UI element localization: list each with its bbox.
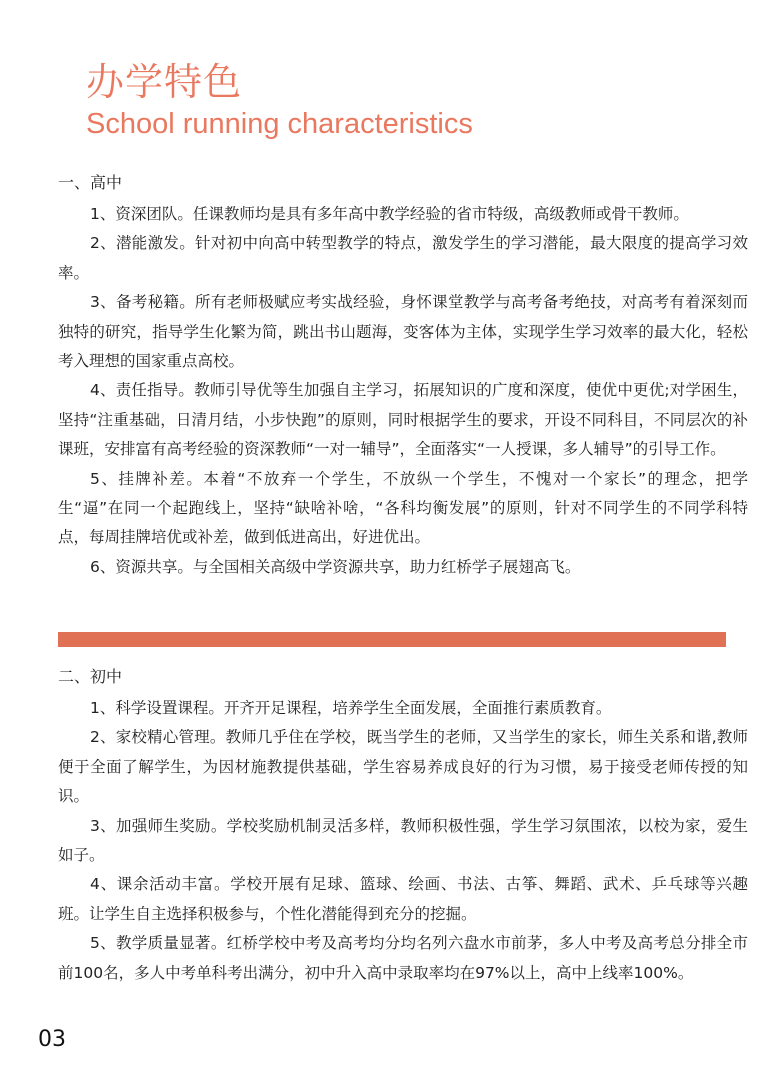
middle-school-item: 3、加强师生奖励。学校奖励机制灵活多样，教师积极性强，学生学习氛围浓，以校为家，爱生如子。: [58, 816, 748, 865]
high-school-item: 5、挂牌补差。本着“不放弃一个学生，不放纵一个学生，不愧对一个家长”的理念，把学生“逼”在同一个起跑线上，坚持“缺啥补啥，“各科均衡发展”的原则，针对不同学生的不同学科特点，每周挂牌培优或补差，做到低进高出，好进优出。: [58, 469, 748, 547]
middle-school-item: 2、家校精心管理。教师几乎住在学校，既当学生的老师，又当学生的家长，师生关系和谐,教师便于全面了解学生，为因材施教提供基础，学生容易养成良好的行为习惯，易于接受老师传授的知识。: [58, 728, 748, 806]
section-heading-high-school: 一、高中: [58, 173, 123, 192]
high-school-section: [58, 168, 748, 582]
high-school-item: 4、责任指导。教师引导优等生加强自主学习，拓展知识的广度和深度，使优中更优;对学困生，坚持“注重基础，日清月结，小步快跑”的原则，同时根据学生的要求，开设不同科目，不同层次的补课班，安排富有高考经验的资深教师“一对一辅导”，全面落实“一人授课，多人辅导”的引导工作。: [58, 381, 748, 459]
section-divider: [58, 632, 726, 647]
high-school-item: 2、潜能激发。针对初中向高中转型教学的特点，激发学生的学习潜能，最大限度的提高学习效率。: [58, 234, 748, 282]
high-school-item: 1、资深团队。任课教师均是具有多年高中教学经验的省市特级，高级教师或骨干教师。: [90, 205, 689, 223]
middle-school-item: 5、教学质量显著。红桥学校中考及高考均分均名列六盘水市前茅，多人中考及高考总分排全市前100名，多人中考单科考出满分，初中升入高中录取率均在97%以上，高中上线率100%。: [58, 934, 748, 982]
middle-school-item: 1、科学设置课程。开齐开足课程，培养学生全面发展，全面推行素质教育。: [90, 699, 612, 717]
high-school-item: 6、资源共享。与全国相关高级中学资源共享，助力红桥学子展翅高飞。: [90, 557, 581, 576]
page-subtitle: School running characteristics: [86, 108, 473, 140]
high-school-item: 3、备考秘籍。所有老师极赋应考实战经验，身怀课堂教学与高考备考绝技，对高考有着深刻而独特的研究，指导学生化繁为简，跳出书山题海，变客体为主体，实现学生学习效率的最大化，轻松考入理想的国家重点高校。: [58, 293, 748, 371]
middle-school-item: 4、课余活动丰富。学校开展有足球、篮球、绘画、书法、古筝、舞蹈、武术、乒乓球等兴趣班。让学生自主选择积极参与，个性化潜能得到充分的挖掘。: [58, 875, 748, 923]
page-number: 03: [38, 1027, 66, 1052]
section-heading-middle-school: 二、初中: [58, 667, 123, 686]
middle-school-section: [58, 662, 748, 988]
page-title: 办学特色: [86, 60, 243, 104]
